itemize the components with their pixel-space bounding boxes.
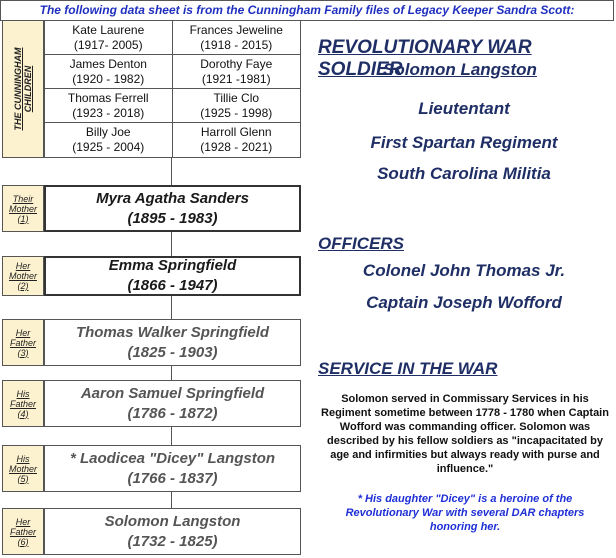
relation-label: Mother: [8, 463, 37, 474]
connector-line: [171, 366, 172, 380]
relation-label: His: [16, 388, 30, 399]
relation-label: Father: [9, 526, 36, 537]
page-title: REVOLUTIONARY WAR SOLDIER: [318, 37, 532, 80]
officer-name: Captain Joseph Wofford: [366, 293, 562, 312]
child-name: Thomas Ferrell: [67, 90, 149, 105]
child-years: (1923 - 2018): [72, 105, 145, 120]
child-cell: [173, 55, 301, 89]
relation-label: Father: [9, 337, 36, 348]
ancestor-years: (1825 - 1903): [127, 343, 218, 361]
ancestor-name: Aaron Samuel Springfield: [80, 384, 265, 402]
generation-number: (1): [17, 213, 29, 224]
child-cell: [173, 89, 301, 123]
child-cell: [45, 55, 173, 89]
child-years: (1925 - 1998): [200, 105, 273, 120]
rank-text: Lieutentant: [418, 99, 510, 118]
ancestor-name: * Laodicea "Dicey" Langston: [69, 449, 276, 467]
ancestor-name: Thomas Walker Springfield: [75, 323, 270, 341]
dicey-note: * His daughter "Dicey" is a heroine of the Revolutionary War with several DAR chapters honoring her.: [345, 493, 585, 533]
child-name: Tillie Clo: [213, 90, 260, 105]
relation-label: His: [16, 453, 30, 464]
relation-label: Father: [9, 398, 36, 409]
relation-label: Mother: [8, 203, 37, 214]
ancestor-years: (1786 - 1872): [127, 404, 218, 422]
child-name: Frances Jeweline: [189, 22, 283, 37]
ancestor-box: [44, 508, 301, 555]
child-name: Kate Laurene: [72, 22, 145, 37]
ancestor-box: [44, 185, 301, 232]
connector-line: [171, 427, 172, 445]
service-heading: SERVICE IN THE WAR: [318, 359, 498, 378]
ancestor-box: [44, 445, 301, 492]
child-cell: [45, 89, 173, 123]
officer-name: Colonel John Thomas Jr.: [362, 261, 566, 280]
connector-line: [171, 158, 172, 185]
children-label: THE CUNNINGHAM CHILDREN: [13, 47, 33, 131]
ancestor-box: [44, 319, 301, 366]
generation-number: (3): [17, 347, 29, 358]
child-years: (1918 - 2015): [200, 37, 273, 52]
generation-number: (2): [17, 281, 29, 291]
officers-heading: OFFICERS: [318, 234, 404, 253]
child-cell: [173, 21, 301, 55]
child-cell: [45, 21, 173, 55]
generation-number: (6): [17, 536, 29, 547]
generation-tag: [2, 380, 44, 427]
child-years: (1925 - 2004): [72, 140, 145, 154]
relation-label: Mother: [8, 271, 37, 281]
children-side-label: [2, 20, 44, 158]
service-description: Solomon served in Commissary Services in his Regiment sometime between 1778 - 1780 when Captain Wofford was commanding officer. Solomon was described by his fellow soldiers as "incapacitated by age and infirmities but always ready with purse and influence.": [321, 393, 609, 475]
relation-label: Her: [15, 516, 31, 527]
relation-label: Her: [15, 261, 31, 271]
header-banner: The following data sheet is from the Cunningham Family files of Legacy Keeper Sandra Scott:: [0, 0, 614, 21]
child-years: (1920 - 1982): [72, 71, 145, 86]
children-grid: [44, 20, 301, 158]
child-years: (1917- 2005): [73, 37, 143, 52]
ancestor-years: (1732 - 1825): [127, 532, 218, 550]
generation-tag: [2, 508, 44, 555]
child-name: Harroll Glenn: [200, 125, 272, 139]
generation-number: (4): [17, 408, 29, 419]
child-years: (1928 - 2021): [200, 140, 273, 154]
ancestor-years: (1766 - 1837): [127, 469, 218, 487]
generation-tag: [2, 319, 44, 366]
ancestor-years: (1866 - 1947): [127, 277, 218, 294]
ancestor-name: Myra Agatha Sanders: [96, 189, 249, 207]
child-name: Billy Joe: [85, 125, 131, 139]
generation-tag: [2, 445, 44, 492]
relation-label: Her: [15, 327, 31, 338]
soldier-name: Solomon Langston: [383, 60, 537, 79]
militia-text: South Carolina Militia: [377, 164, 551, 183]
ancestor-years: (1895 - 1983): [127, 209, 218, 227]
ancestor-box: [44, 256, 301, 296]
generation-number: (5): [17, 473, 29, 484]
child-name: Dorothy Faye: [200, 56, 273, 71]
child-cell: [45, 123, 173, 157]
generation-tag: [2, 185, 44, 232]
connector-line: [171, 295, 172, 319]
regiment-text: First Spartan Regiment: [370, 133, 558, 152]
connector-line: [171, 232, 172, 256]
ancestor-name: Solomon Langston: [104, 512, 241, 530]
ancestor-name: Emma Springfield: [108, 257, 237, 274]
connector-line: [171, 492, 172, 508]
child-name: James Denton: [69, 56, 147, 71]
child-years: (1921 -1981): [201, 71, 271, 86]
ancestor-box: [44, 380, 301, 427]
relation-label: Their: [12, 193, 34, 204]
child-cell: [173, 123, 301, 157]
generation-tag: [2, 256, 44, 296]
